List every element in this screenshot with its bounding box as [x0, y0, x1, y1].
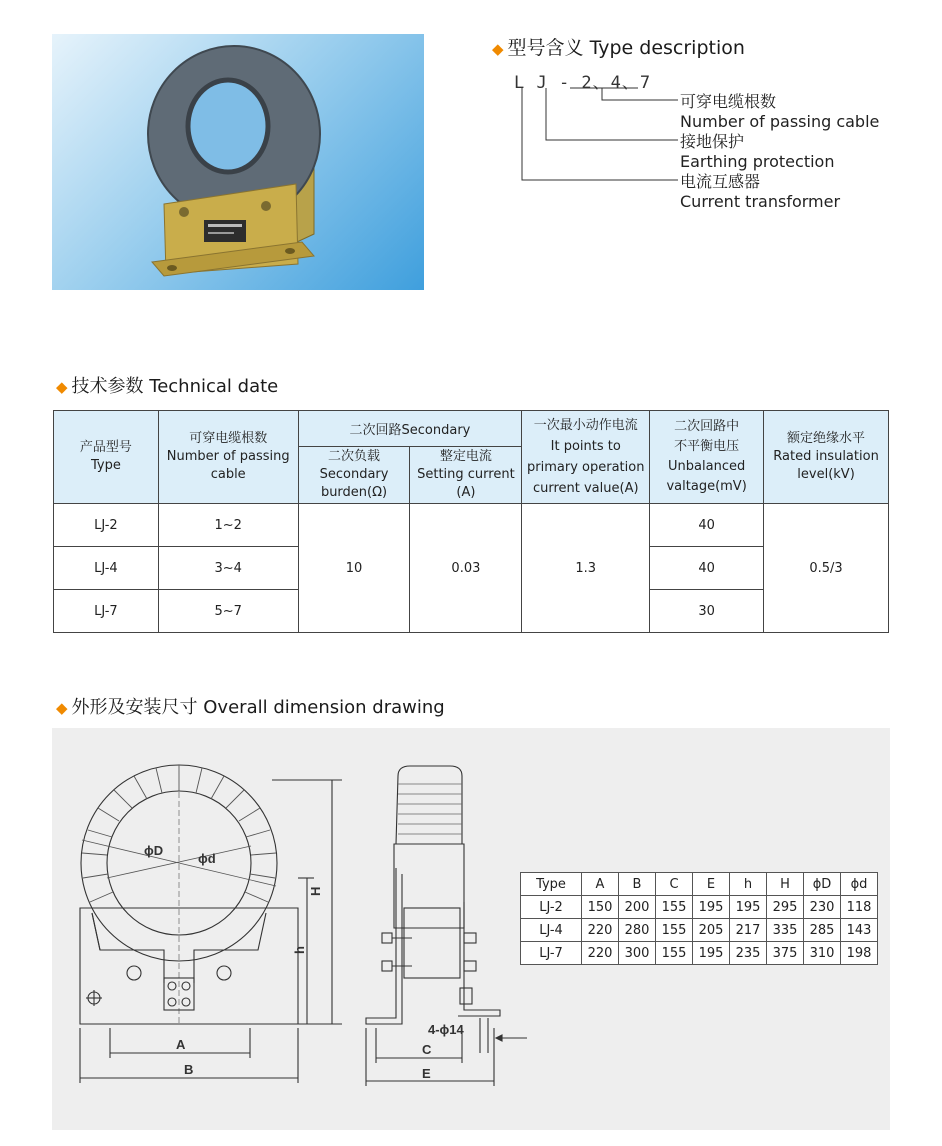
product-photo [52, 34, 424, 290]
dim-cell: 155 [656, 919, 693, 942]
dim-cell: 235 [730, 942, 767, 965]
cell-cable: 3~4 [158, 547, 298, 590]
dim-cell: 195 [693, 942, 730, 965]
dim-header-row [521, 873, 878, 896]
dim-header: ϕd [841, 873, 878, 896]
technical-title: ◆ 技术参数 Technical date [56, 376, 279, 397]
cable-count-label-en: Number of passing cable [680, 112, 880, 131]
label-holes: 4-ϕ14 [428, 1022, 464, 1037]
dim-header: E [693, 873, 730, 896]
dim-cell: 300 [619, 942, 656, 965]
label-phiD: ϕD [144, 843, 164, 858]
dim-cell: 335 [767, 919, 804, 942]
table-row [54, 504, 889, 547]
dim-cell: 155 [656, 942, 693, 965]
label-B: B [184, 1062, 194, 1077]
earthing-label-en: Earthing protection [680, 152, 835, 171]
type-code: L J - 2、4、7 [514, 73, 652, 93]
header-burden: 二次负载 Secondary burden(Ω) [298, 447, 410, 504]
dim-cell: 205 [693, 919, 730, 942]
header-secondary: 二次回路Secondary [298, 411, 522, 447]
side-view-drawing [352, 728, 532, 1130]
cable-count-label-cn: 可穿电缆根数 [680, 92, 777, 111]
type-code-leader-lines [510, 86, 690, 186]
dim-cell: 220 [582, 919, 619, 942]
cell-type: LJ-4 [54, 547, 159, 590]
header-setting: 整定电流 Setting current (A) [410, 447, 522, 504]
label-phid: ϕd [198, 851, 216, 866]
dim-header: ϕD [804, 873, 841, 896]
label-H: H [308, 886, 323, 896]
header-cable: 可穿电缆根数 Number of passing cable [158, 411, 298, 504]
table-row [521, 919, 878, 942]
dim-header: C [656, 873, 693, 896]
label-E: E [422, 1066, 431, 1081]
diamond-bullet-icon: ◆ [492, 40, 504, 58]
dim-cell: 155 [656, 896, 693, 919]
dim-cell: 195 [693, 896, 730, 919]
cell-cable: 5~7 [158, 590, 298, 633]
dim-header: H [767, 873, 804, 896]
dim-cell: LJ-4 [521, 919, 582, 942]
cell-unbalanced: 30 [650, 590, 764, 633]
dim-header: B [619, 873, 656, 896]
header-type: 产品型号 Type [54, 411, 159, 504]
dim-cell: 195 [730, 896, 767, 919]
cell-setting: 0.03 [410, 504, 522, 633]
cell-burden: 10 [298, 504, 410, 633]
technical-table [53, 410, 889, 633]
cell-unbalanced: 40 [650, 504, 764, 547]
cell-cable: 1~2 [158, 504, 298, 547]
dim-cell: 295 [767, 896, 804, 919]
dim-cell: 143 [841, 919, 878, 942]
label-h: h [292, 946, 307, 954]
dim-cell: 150 [582, 896, 619, 919]
dim-cell: 198 [841, 942, 878, 965]
dim-cell: LJ-2 [521, 896, 582, 919]
type-description-title: ◆ 型号含义 Type description [492, 37, 745, 59]
dim-cell: 200 [619, 896, 656, 919]
dim-header: h [730, 873, 767, 896]
dim-cell: 220 [582, 942, 619, 965]
dim-cell: 280 [619, 919, 656, 942]
cell-insulation: 0.5/3 [764, 504, 889, 633]
table-row [521, 896, 878, 919]
dim-cell: 118 [841, 896, 878, 919]
transformer-label-en: Current transformer [680, 192, 841, 211]
dim-cell: 217 [730, 919, 767, 942]
current-transformer-image [52, 34, 424, 290]
transformer-label-cn: 电流互感器 [680, 172, 761, 191]
diamond-bullet-icon: ◆ [56, 378, 68, 396]
cell-type: LJ-2 [54, 504, 159, 547]
earthing-label-cn: 接地保护 [680, 132, 745, 151]
header-unbalanced: 二次回路中 不平衡电压 Unbalanced valtage(mV) [650, 411, 764, 504]
header-insulation: 额定绝缘水平 Rated insulation level(kV) [764, 411, 889, 504]
label-C: C [422, 1042, 432, 1057]
dim-cell: 375 [767, 942, 804, 965]
dim-cell: 230 [804, 896, 841, 919]
header-primary: 一次最小动作电流 It points to primary operation current value(A) [522, 411, 650, 504]
dimension-table [520, 872, 878, 965]
cell-type: LJ-7 [54, 590, 159, 633]
cell-primary: 1.3 [522, 504, 650, 633]
cell-unbalanced: 40 [650, 547, 764, 590]
dim-cell: 285 [804, 919, 841, 942]
drawing-title: ◆ 外形及安装尺寸 Overall dimension drawing [56, 697, 445, 718]
label-A: A [176, 1037, 186, 1052]
dim-header: A [582, 873, 619, 896]
dim-cell: LJ-7 [521, 942, 582, 965]
dim-cell: 310 [804, 942, 841, 965]
table-row [521, 942, 878, 965]
dim-header: Type [521, 873, 582, 896]
diamond-bullet-icon: ◆ [56, 699, 68, 717]
